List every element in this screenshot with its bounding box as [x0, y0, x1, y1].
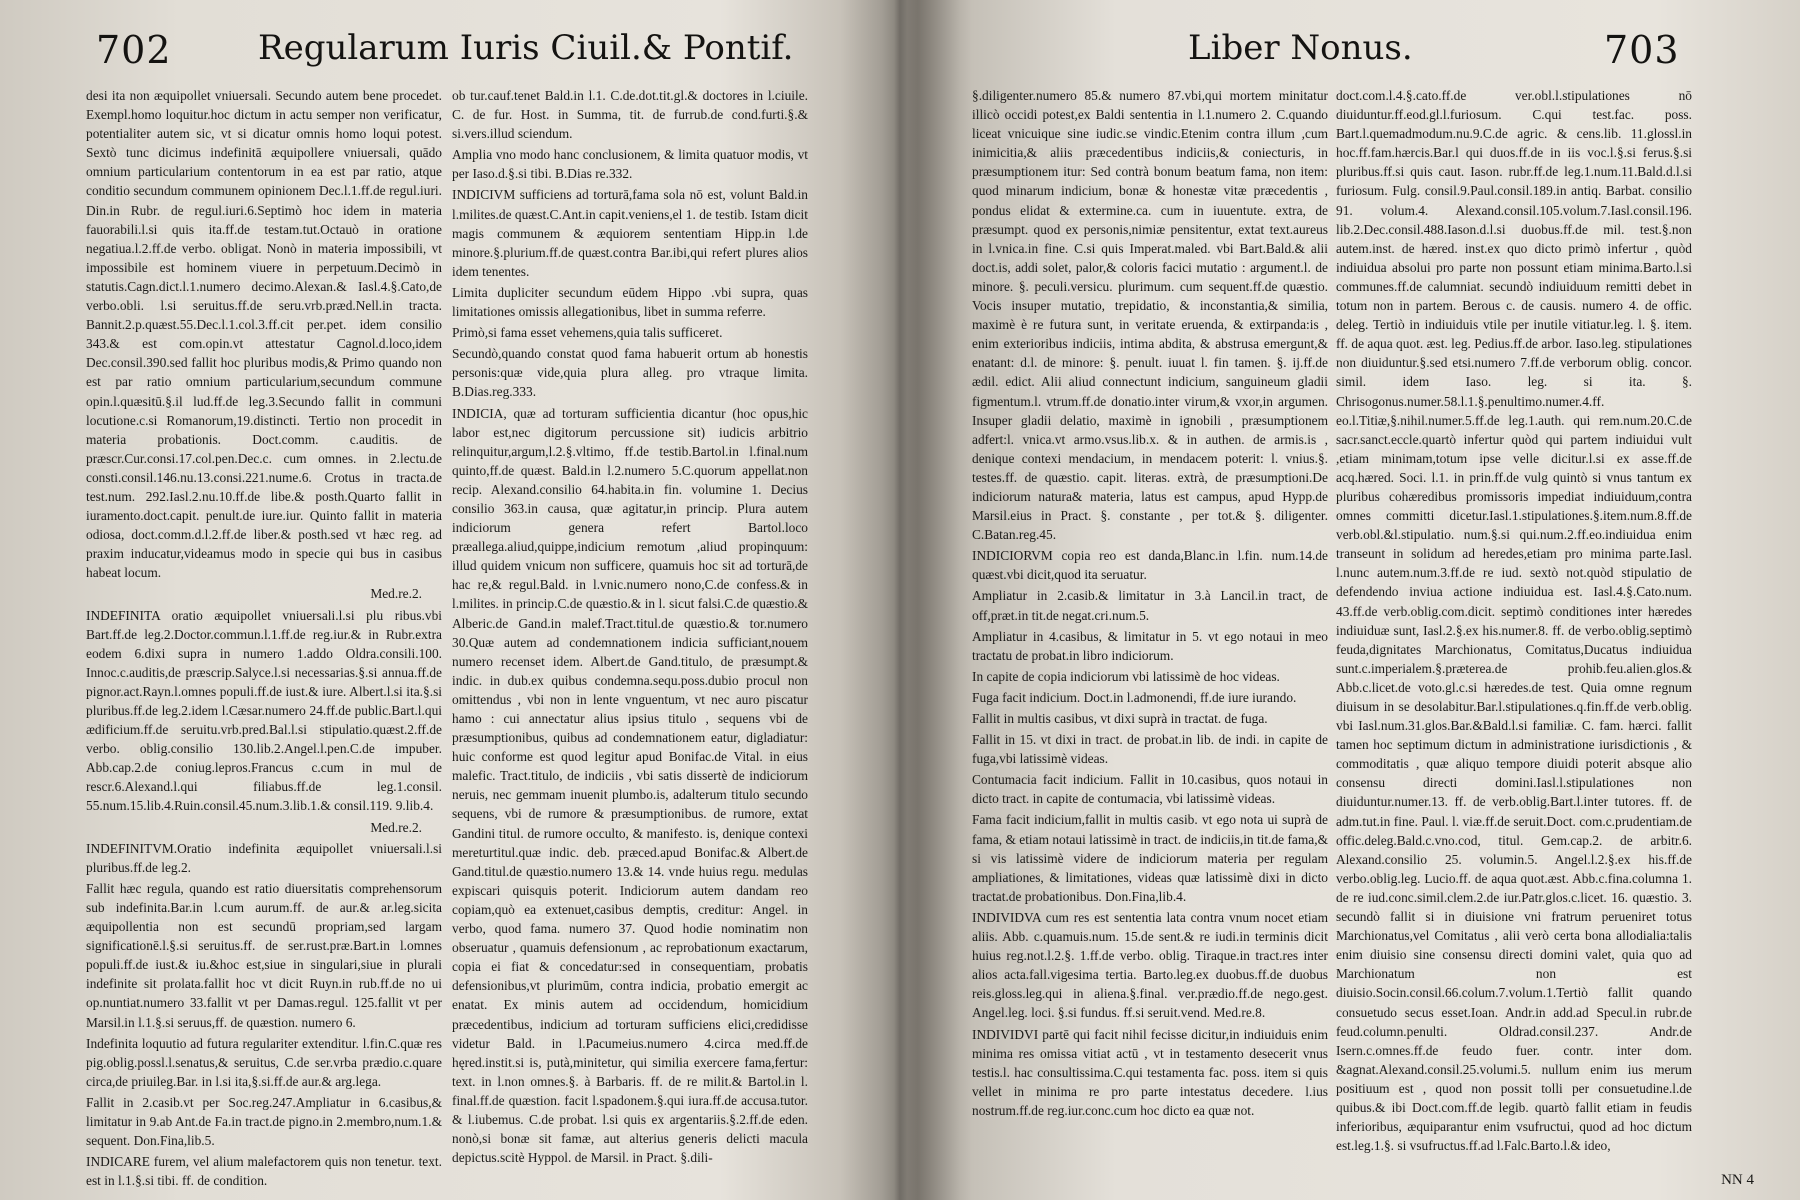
page-number: 703 — [1604, 28, 1680, 72]
text-paragraph: Ampliatur in 2.casib.& limitatur in 3.à Lancil.in tract, de off,præt.in tit.de negat.cri.num.5. — [972, 588, 1328, 623]
text-paragraph: INDICIORVM copia reo est danda,Blanc.in l.fin. num.14.de quæst.vbi dicit,quod ita seruatur. — [972, 548, 1328, 583]
text-column-1 — [972, 86, 1328, 1166]
text-column-1 — [86, 86, 442, 1189]
text-paragraph: Contumacia facit indicium. Fallit in 10.casibus, quos notaui in dicto tract. in capite de contumacia, vbi latissimè videas. — [972, 772, 1328, 807]
text-paragraph: doct.com.l.4.§.cato.ff.de ver.obl.l.stipulationes nō diuiduntur.ff.eod.gl.l.furiosum. C.qui test.fac. poss. Bart.l.quemadmodum.nu.9.C.de agric. & cens.lib. 11.glossl.in hoc.ff.fam.hærcis.Bar.l qui duos.ff.de in iis voc.l.§.si ferus.§.si pluribus.ff.si quis caut. Iason. rubr.ff.de leg.1.num.11.Bald.d.l.si furiosum. Fulg. consil.9.Paul.consil.189.in antiq. Barbat. consilio 91. volum.4. Alexand.consil.105.volum.7.Iasl.consil.196. lib.2.Dec.consil.488.Iason.d.l.si duobus.ff.de mil. test.§.non autem.inst. de hæred. inst.ex quo dicto primò infertur , quòd indiuidua absolui pro parte non possunt etiam minima.Barto.l.si communes.ff.de calumniat. secundò indiuiduum remitti debet in totum non in partem. Berous c. de causis. numero 4. de offic. deleg. Tertiò in indiuiduis vtile per inutile vitiatur.leg. l. §. item. ff. de aqua quot. æst. leg. Pedius.ff.de arbor. Iaso.leg. stipulationes non diuiduntur.§.sed etsi.numero 7.ff.de verborum oblig. concor. simil. idem Iaso. leg. si ita. §. Chrisogonus.numer.58.l.1.§.penultimo.numer.4.ff. eo.l.Titiæ,§.nihil.numer.5.ff.de leg.1.auth. qui rem.num.20.C.de sacr.sanct.eccle.quartò infertur quòd qui partem indiuidui vult ,etiam minimam,totum ipse velle dicitur.l.si ex asse.ff.de acq.hæred. Soci. l.1. in prin.ff.de vulg quintò si vnus tantum ex pluribus cohæredibus promissoris impediat indiuiduum,contra omnes committi dicetur.Iasl.1.stipulationes.§.item.num.8.ff.de verb.obl.&l.stipulatio. num.§.si qui.num.2.ff.eo.indiuidua enim transeunt in solidum ad heredes,etiam pro minima parte.Iasl. l.nunc autem.num.3.ff.de re iud. sextò not.quòd stipulatio de defendendo inviua actione indiuidua est. Iasl.4.§.Cato.num. 43.ff.de verb.oblig.com.dicit. septimò conditiones inter hæredes indiuiduæ sunt, Iasl.2.§.ex his.numer.8. ff. de verbo.oblig.septimò feuda,dignitates Marchionatus, Comitatus,Ducatus indiuidua sunt.c.imperialem.§.præterea.de prohib.feu.alien.glos.& Abb.c.licet.de voto.gl.c.si hæredes.de test. Quia omne regnum diuisum in se desolabitur.Bar.l.stipulationes.q.fin.ff.de verb.oblig. vbi Iasl.num.31.glos.Bar.&Bald.l.si familiæ. C. fam. hærci. fallit tamen hoc septimum dictum in administratione iurisdictionis , & commoditatis , quæ aliquo tempore diuidi poterit absque alio consensu directi domini.Iasl.l.stipulationes non diuiduntur.numer.13. ff. de verb.oblig.Bart.l.inter tutores. ff. de adm.tut.in fine. Paul. l. viæ.ff.de seruit.Doct. com.c.prudentiam.de offic.deleg.Bald.c.vno.cod, titul. Gem.cap.2. de arbitr.6. Alexand.consilio 25. volumin.5. Angel.l.2.§.ex his.ff.de verbo.oblig.leg. Lucio.ff. de aqua quot.æst. Abb.c.fina.columna 1. de re iud.conc.simil.clem.2.de iur.Patr.glos.c.licet. 16. quæstio. 3. secundò fallit si in diuisione vni fratrum perueniret totus Marchionatus,vel Comitatus , alii verò certa bona allodialia:talis enim diuisio sine consensu directi domini valet, quia quo ad Marchionatum non est diuisio.Socin.consil.66.colum.7.volum.1.Tertiò fallit quando consuetudo secus esset.Ioan. Andr.in add.ad Specul.in rubr.de feud.column.penulti. Oldrad.consil.237. Andr.de Isern.c.omnes.ff.de feudo fuer. contr. inter dom. &agnat.Alexand.consil.25.volumi.5. nullum enim ius merum positiuum est , quod non possit tolli per consuetudine.l.de quibus.& ibi Doct.com.ff.de legib. quartò fallit etiam in feudis inferioribus, æquiparantur enim vsufructui, quod ad hoc dictum est.leg.1.§. si vsufructus.ff.ad l.Falc.Barto.l.& ideo, — [1336, 88, 1692, 1154]
catchword: NN 4 — [1721, 1172, 1754, 1188]
running-title: Liber Nonus. — [1188, 28, 1413, 68]
text-paragraph: Med.re.2. — [370, 586, 422, 602]
text-paragraph: INDICIA, quæ ad torturam sufficientia dicantur (hoc opus,hic labor est,nec digitorum percussione sit) iudicis arbitrio relinquitur,argum,l.2.§.vltimo, ff.de testib.Bartol.in l.final.num quinto,ff.de quæst. Bald.in l.2.numero 5.C.quorum appellat.non recip. Alexand.consilio 64.habita.in fin. volumine 1. Decius consilio 363.in causa, quæ agitatur,in princip. Plura autem indiciorum genera refert Bartol.loco præallega.aliud,quippe,indicium remotum ,aliud propinquum: illud quidem vnicum non sufficere, quamuis hoc sit ad torturā,de hac re,& regul.Bald. in l.vnic.numero nono,C.de confess.& in l.milites. in princip.C.de quæstio.& in l. sicut falsi.C.de quæstio.& Alberic.de Gand.in malef.Tract.titul.de quæstio.& tor.numero 30.Quæ autem ad condemnationem indicia sufficiant,nouem numero recenset idem. Albert.de Gand.titulo, de præsumpt.& indic. in dub.ex quibus condemna.sequ.poss.dubio procul non omittendus , vbi non in lente vnguentum, vt nec auro piscatur hamo : cui annectatur alius ipsius titulo , sequens vbi de præsumptionibus, quibus ad condemnationem eatur, digladiatur: huic conforme est quod legitur apud Bonifac.de Vital. in eius malefic. Tract.titulo, de indiciis , vbi satis dissertè de indiciorum neruis, nec gemmam inuenit plumbo.is, adalterum titulo secundo sequens, vbi de rumore & præsumptionibus. de rumore, extat Gandini titul. de rumore occulto, & manifesto. is, denique contexi mereturtitul.quæ indic. deb. præced.apud Bonifac.& Albert.de Gand.titul.de quæstio.numero 13.& 14. vnde huius regu. medulas expiscari quisquis poterit. Indiciorum autem dandam reo copiam,quò ea extenuet,casibus demptis, creditur: Angel. in verbo, quod fama. numero 37. Quod hodie nominatim non obseruatur , quamuis defensionum , ac reprobationum exactarum, copia ei fiat & concedatur:sed in consequentiam, probatis defensionibus,vt plurimūm, contra indicia, probatio emergit ac enatat. Ex minis autem ad occidendum, homicidium præcedentibus, indicium ad torturam sufficiens elici,credidisse videtur Bald. in l.Pacumeius.numero 4.circa med.ff.de hęred.instit.si is, putà,minitetur, qui similia exercere fama,fertur: text. in l.non omnes.§. à Barbaris. ff. de re milit.& Bartol.in l. final.ff.de quæstion. facit l.spadonem.§.qui iura.ff.de accusa.tutor. & l.iubemus. C.de probat. l.si quis ex argentariis.§.2.ff.de eden. nonò,si bonæ sit famæ, aut alterius generis delicti macula depictus.scitè Hyppol. de Marsil. in Pract. §.dili- — [452, 405, 808, 1166]
text-paragraph: In capite de copia indiciorum vbi latissimè de hoc videas. — [972, 668, 1280, 684]
text-paragraph: Fama facit indicium,fallit in multis casib. vt ego nota ui suprà de fama, & etiam notaui latissimè in tract. de indiciis,in tit.de fama,& si vis latissimè videre de indiciorum materia per regulam ampliationes, & limitationes, videas quæ latissimè dixi in dicto tractat.de probationibus. Don.Fina,lib.4. — [972, 812, 1328, 904]
text-paragraph: INDICARE furem, vel alium malefactorem quis non tenetur. text. est in l.1.§.si tibi. ff. de condition. — [86, 1154, 442, 1189]
text-paragraph: INDICIVM sufficiens ad torturā,fama sola nō est, volunt Bald.in l.milites.de quæst.C.Ant.in capit.veniens,el 1. de testib. Istam dicit magis communem & æquiorem sententiam Hipp.in l.de minore.§.plurium.ff.de quæst.contra Bar.ibi,qui refert plures alios idem tenentes. — [452, 187, 808, 279]
text-column-2 — [452, 86, 808, 1166]
text-paragraph: INDEFINITA oratio æquipollet vniuersali.l.si plu ribus.vbi Bart.ff.de leg.2.Doctor.commun.l.1.ff.de reg.iur.& in Rubr.extra eodem 6.dixi supra in numero 1.addo Oldra.consili.100. Innoc.c.auditis,de præscrip.Salyce.l.si necessarias.§.si annua.ff.de pignor.act.Rayn.l.omnes populi.ff.de iust.& iure. Albert.l.si ita.§.si pluribus.ff.de leg.2.idem l.Cæsar.numero 24.ff.de public.Bart.l.qui ædificium.ff.de seruitu.vrb.pred.Bal.l.si stipulatio.quæst.2.ff.de verbo. oblig.consilio 130.lib.2.Angel.l.pen.C.de impuber. Abb.cap.2.de coniug.lepros.Francus c.cum in mul de rescr.6.Alexand.l.qui filiabus.ff.de leg.1.consil. 55.num.15.lib.4.Ruin.consil.45.num.3.lib.1.& consil.119. 9.lib.4. — [86, 607, 442, 814]
text-column-2 — [1336, 86, 1692, 1166]
text-paragraph: Primò,si fama esset vehemens,quia talis sufficeret. — [452, 325, 723, 341]
text-paragraph: Limita dupliciter secundum eūdem Hippo .vbi supra, quas limitationes omissis allegationibus, libet in summa referre. — [452, 284, 808, 320]
text-paragraph: Ampliatur in 4.casibus, & limitatur in 5. vt ego notaui in meo tractatu de probat.in libro indiciorum. — [972, 628, 1328, 663]
text-paragraph: Fallit hæc regula, quando est ratio diuersitatis comprehensorum sub indefinita.Bar.in l.cum aurum.ff. de aur.& ar.leg.sicita æquipollentia non est secundū propriam,sed largam significationē.l.§.si seruitus.ff. de ser.rust.præ.Bart.in l.omnes populi.ff.de iust.& iu.&hoc est,siue in singulari,siue in plurali indefinite sit prolata.fallit hoc vt dicit Ruyn.in rub.ff.de no ui op.nuntiat.numero 33.fallit vt per Damas.regul. 125.fallit vt per Marsil.in l.1.§.si seruus,ff. de quæstion. numero 6. — [86, 880, 442, 1030]
text-paragraph: Secundò,quando constat quod fama habuerit ortum ab honestis personis:quæ vide,quia plura alleg. pro vtraque limita. B.Dias.reg.333. — [452, 346, 808, 400]
running-title: Regularum Iuris Ciuil.& Pontif. — [258, 28, 794, 68]
text-paragraph: Amplia vno modo hanc conclusionem, & limita quatuor modis, vt per Iaso.d.§.si tibi. B.Dias re.332. — [452, 147, 808, 182]
right-page — [900, 0, 1800, 1200]
text-paragraph: INDIVIDVI partē qui facit nihil fecisse dicitur,in indiuiduis enim minima res omissa vitiat actū , vt in testamento desecerit vnus testis.l. hac consultissima.C.qui testamenta fac. poss. item si quis vellet in minima re pro parte intestatus decedere. l.ius nostrum.ff.de reg.iur.conc.cum hoc dicto ea quæ not. — [972, 1026, 1328, 1118]
text-paragraph: Fuga facit indicium. Doct.in l.admonendi, ff.de iure iurando. — [972, 689, 1297, 705]
text-paragraph: ob tur.cauf.tenet Bald.in l.1. C.de.dot.tit.gl.& doctores in l.ciuile. C. de fur. Host. in Summa, tit. de furrub.de cond.furti.§.& si.vers.illud sciendum. — [452, 88, 808, 142]
text-paragraph: Fallit in 2.casib.vt per Soc.reg.247.Ampliatur in 6.casibus,& limitatur in 9.ab Ant.de Fa.in tract.de pigno.in 2.membro,num.1.& sequent. Don.Fina,lib.5. — [86, 1094, 442, 1149]
text-paragraph: Med.re.2. — [370, 819, 422, 835]
text-paragraph: INDEFINITVM.Oratio indefinita æquipollet vniuersali.l.si pluribus.ff.de leg.2. — [86, 840, 442, 875]
page-number: 702 — [96, 28, 172, 72]
text-paragraph: §.diligenter.numero 85.& numero 87.vbi,qui mortem minitatur illicò occidi potest,ex Baldi sententia in l.1.numero 2. C.quando liceat vnicuique sine iudic.se vindic.Etenim contra illum ,cum inimicitia,& aliis præcedentibus indiciis,& coniecturis, in præsumptionem itur: Sed contrà bonum beatum fama, non item: quod minarum indicium, bonæ & honestæ vitæ præcedentis , pondus elidat & extermine.ca. cum in iuuentute. extra, de præsumpt. quod ex personis,nimiæ pensitentur, extat text.aureus in l.vnica.in fine. C.si quis Imperat.maled. vbi Bart.Bald.& alii doct.is, addi solet, palor,& coloris facici mutatio : argument.l. de minore. §. peculi.versicu. plurimum. cum sequent.ff.de quæstio. Vocis insuper mutatio, trepidatio, & inconstantia,& similia, maximè è re futura sunt, in veritate eruenda, & extirpanda:is , enim exterioribus indiciis, intima abdita, & abstrusa emergunt,& enatant: d.l. de minore: §. penult. iuuat l. fin tamen. §. ij.ff.de ædil. edict. Alii aliud connectunt indicium, sanguineum gladii figmentum.l. vtrum.ff.de donatio.inter virum,& vxor,in argumen. Insuper gladii delatio, maximè in ignobili , præsumptionem adfert:l. vnica.vt armo.vsus.lib.x. & in authen. de armis.is , denique contexi mendacium, in mendacem poterit: l. vnius.§. testes.ff. de quæstio. capit. literas. extrà, de præsumptioni.De indiciorum natura& materia, latus est campus, apud Hypp.de Marsil.eius in Pract. §. constante , per tot.& §. diligenter. C.Batan.reg.45. — [972, 88, 1328, 543]
text-paragraph: Fallit in 15. vt dixi in tract. de probat.in lib. de indi. in capite de fuga,vbi latissimè videas. — [972, 732, 1328, 767]
text-paragraph: Fallit in multis casibus, vt dixi suprà in tractat. de fuga. — [972, 711, 1268, 726]
text-paragraph: Indefinita loquutio ad futura regulariter extenditur. l.fin.C.quæ res pig.oblig.possl.l.senatus,& seruitus, C.de ser.vrba prædio.c.quare circa,de priuileg.Bar. in l.si ita,§.si.ff.de aur.& arg.lega. — [86, 1035, 442, 1089]
text-paragraph: INDIVIDVA cum res est sententia lata contra vnum nocet etiam aliis. Abb. c.quamuis.num. 15.de sent.& re iudi.in terminis dicit huius reg.not.l.2.§. 1.ff.de verbo. oblig. Tiraque.in tract.res inter alios acta.fall.vigesima tertia. Barto.leg.ex duobus.ff.de duobus reis.gloss.leg.qui in aliena.§.final. ver.prædio.ff.de nego.gest. Angel.leg. loci. §.si fundus. ff.si seruit.vend. Med.re.8. — [972, 909, 1328, 1021]
text-paragraph: desi ita non æquipollet vniuersali. Secundo autem bene procedet. Exempl.homo loquitur.hoc dictum in actu semper non verificatur, potentialiter autem sic, vt si dicatur omnis homo loqui potest. Sextò tunc dicimus indefinitā æquipollere vniuersali, quādo omnium particularium contentorum in ea est par ratio, atque conditio secundum communem opinionem Dec.l.1.ff.de regul.iuri. Din.in Rubr. de regul.iuri.6.Septimò hoc idem in materia fauorabili.l.si quis ita.ff.de testam.tut.Octauò in oratione negatiua.l.2.ff.de verbo. obligat. Nonò in materia impossibili, vt impossibile est hominem viuere in perpetuum.Decimò in statutis.Cagn.dict.l.1.numero decimo.Alexan.& Iasl.4.§.Cato,de verbo.obli. l.si seruitus.ff.de seru.vrb.præd.Nell.in tracta. Bannit.2.p.quæst.55.Dec.l.1.col.3.ff.cit per.pet. idem consilio 343.& est com.opin.vt attestatur Cagnol.d.loco,idem Dec.consil.390.sed fallit hoc pluribus modis,& Primo quando non est par ratio omnium particularium,secundum commune opin.l.quæsitū.§.il lud.ff.de leg.3.Secundo fallit in communi locutione.c.si Romanorum,19.distincti. Tertio non procedit in materia probationis. Doct.comm. c.auditis. de præscr.Cur.consi.17.col.pen.Dec.c. cum omnes. in 2.lectu.de consti.consil.146.nu.13.consi.221.nume.6. Crotus in tracta.de test.num. 292.Iasl.2.nu.10.ff.de libe.& posth.Quarto fallit in iuramento.doct.capit. penult.de iure.iur. Quinto fallit in materia odiosa, doct.comm.d.l.2.ff.de liber.& posth.sed vt hæc reg. ad praxim inducatur,videamus modo in specie qui bus in casibus habeat locum. — [86, 88, 442, 581]
